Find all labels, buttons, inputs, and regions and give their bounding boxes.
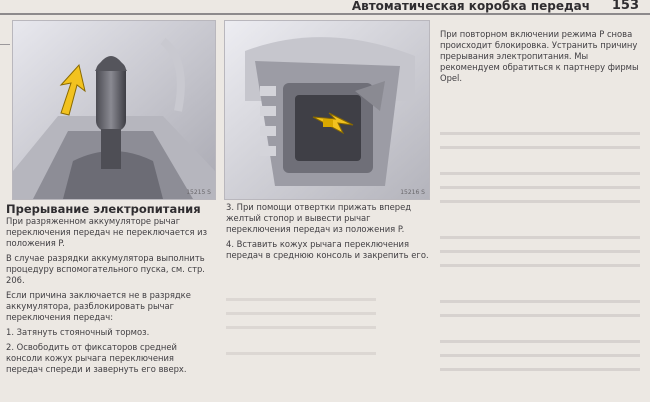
header-rule	[0, 13, 650, 15]
faded-line	[226, 312, 376, 315]
step-item: 2. Освободить от фиксаторов средней консоли кожух рычага переключения передач спереди и завернуть его вверх.	[6, 342, 187, 374]
faded-line	[440, 172, 640, 175]
figure-code: 15216 S	[400, 189, 425, 196]
page-number: 153	[609, 0, 642, 13]
faded-line	[440, 132, 640, 135]
right-column-text	[440, 29, 640, 88]
gear-lever-drawing	[13, 21, 215, 199]
section-heading: Прерывание электропитания	[6, 202, 201, 216]
step-item: 4. Вставить кожух рычага переключения передач в среднюю консоль и закрепить его.	[226, 239, 429, 260]
faded-line	[440, 300, 640, 303]
faded-line	[440, 354, 640, 357]
console-illustration	[224, 20, 430, 200]
paragraph: Если причина заключается не в разрядке аккумулятора, разблокировать рычаг переключения передач:	[6, 290, 191, 322]
faded-line	[440, 200, 640, 203]
paragraph: При повторном включении режима P снова происходит блокировка. Устранить причину прерывания электропитания. Мы рекомендуем обратиться к партнеру фирмы Opel.	[440, 29, 639, 83]
faded-line	[440, 236, 640, 239]
faded-line	[440, 146, 640, 149]
page-header-title: Автоматическая коробка передач	[348, 0, 594, 13]
faded-line	[226, 298, 376, 301]
console-drawing	[225, 21, 429, 199]
faded-line	[440, 264, 640, 267]
faded-line	[440, 186, 640, 189]
faded-line	[440, 368, 640, 371]
figure-code: 15215 S	[186, 189, 211, 196]
margin-mark	[0, 44, 10, 45]
faded-line	[440, 340, 640, 343]
faded-line	[226, 326, 376, 329]
faded-line	[440, 314, 640, 317]
paragraph: При разряженном аккумуляторе рычаг переключения передач не переключается из положения P.	[6, 216, 208, 248]
gear-lever-illustration	[12, 20, 216, 200]
middle-column-text	[226, 202, 431, 265]
faded-line	[440, 250, 640, 253]
step-item: 1. Затянуть стояночный тормоз.	[6, 327, 150, 337]
faded-line	[226, 352, 376, 355]
paragraph: В случае разрядки аккумулятора выполнить процедуру вспомогательного пуска, см. стр. 206.	[6, 253, 205, 285]
step-item: 3. При помощи отвертки прижать вперед желтый стопор и вывести рычаг переключения передач из положения P.	[226, 202, 412, 234]
left-column-text	[6, 216, 211, 379]
